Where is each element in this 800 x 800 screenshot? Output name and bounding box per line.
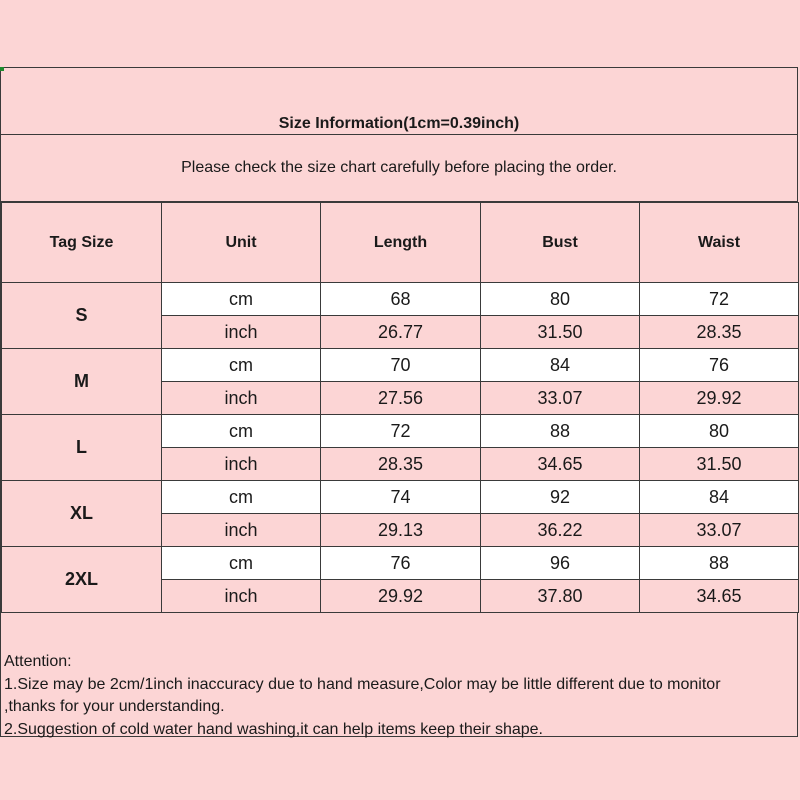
waist-cell: 80 (640, 415, 799, 448)
waist-cell: 28.35 (640, 316, 799, 349)
notice-row (1, 135, 797, 202)
title-row (1, 68, 797, 135)
length-cell: 29.92 (321, 580, 481, 613)
unit-cell: cm (162, 415, 321, 448)
bust-cell: 88 (481, 415, 640, 448)
waist-cell: 72 (640, 283, 799, 316)
bust-cell: 84 (481, 349, 640, 382)
bust-cell: 33.07 (481, 382, 640, 415)
header-tag-size: Tag Size (2, 203, 162, 283)
attention-line: 1.Size may be 2cm/1inch inaccuracy due to hand measure,Color may be little different due to monitor (4, 675, 721, 693)
unit-cell: inch (162, 580, 321, 613)
size-chart-frame (0, 67, 798, 737)
page-title: Size Information(1cm=0.39inch) (278, 115, 520, 132)
bust-cell: 80 (481, 283, 640, 316)
size-table (1, 202, 799, 613)
header-bust: Bust (481, 203, 640, 283)
length-cell: 29.13 (321, 514, 481, 547)
table-row (2, 481, 799, 514)
length-cell: 72 (321, 415, 481, 448)
tag-size-cell: XL (2, 481, 162, 547)
header-waist: Waist (640, 203, 799, 283)
length-cell: 27.56 (321, 382, 481, 415)
length-cell: 74 (321, 481, 481, 514)
unit-cell: inch (162, 514, 321, 547)
unit-cell: cm (162, 349, 321, 382)
header-length: Length (321, 203, 481, 283)
unit-cell: cm (162, 481, 321, 514)
bust-cell: 96 (481, 547, 640, 580)
corner-mark (0, 67, 4, 71)
waist-cell: 31.50 (640, 448, 799, 481)
length-cell: 76 (321, 547, 481, 580)
waist-cell: 88 (640, 547, 799, 580)
bust-cell: 37.80 (481, 580, 640, 613)
unit-cell: inch (162, 316, 321, 349)
tag-size-cell: S (2, 283, 162, 349)
waist-cell: 34.65 (640, 580, 799, 613)
tag-size-cell: L (2, 415, 162, 481)
waist-cell: 84 (640, 481, 799, 514)
table-row (2, 349, 799, 382)
waist-cell: 29.92 (640, 382, 799, 415)
table-row (2, 283, 799, 316)
attention-line: ,thanks for your understanding. (4, 698, 225, 715)
table-header-row (2, 203, 799, 283)
bust-cell: 31.50 (481, 316, 640, 349)
bust-cell: 36.22 (481, 514, 640, 547)
notice-text: Please check the size chart carefully before placing the order. (181, 159, 617, 176)
header-unit: Unit (162, 203, 321, 283)
table-row (2, 547, 799, 580)
unit-cell: inch (162, 448, 321, 481)
unit-cell: cm (162, 283, 321, 316)
waist-cell: 76 (640, 349, 799, 382)
length-cell: 68 (321, 283, 481, 316)
tag-size-cell: M (2, 349, 162, 415)
length-cell: 26.77 (321, 316, 481, 349)
table-row (2, 415, 799, 448)
bust-cell: 92 (481, 481, 640, 514)
waist-cell: 33.07 (640, 514, 799, 547)
attention-heading: Attention: (4, 653, 72, 670)
length-cell: 70 (321, 349, 481, 382)
length-cell: 28.35 (321, 448, 481, 481)
attention-line: 2.Suggestion of cold water hand washing,it can help items keep their shape. (4, 720, 543, 738)
tag-size-cell: 2XL (2, 547, 162, 613)
bust-cell: 34.65 (481, 448, 640, 481)
unit-cell: inch (162, 382, 321, 415)
unit-cell: cm (162, 547, 321, 580)
attention-notes (4, 651, 796, 741)
